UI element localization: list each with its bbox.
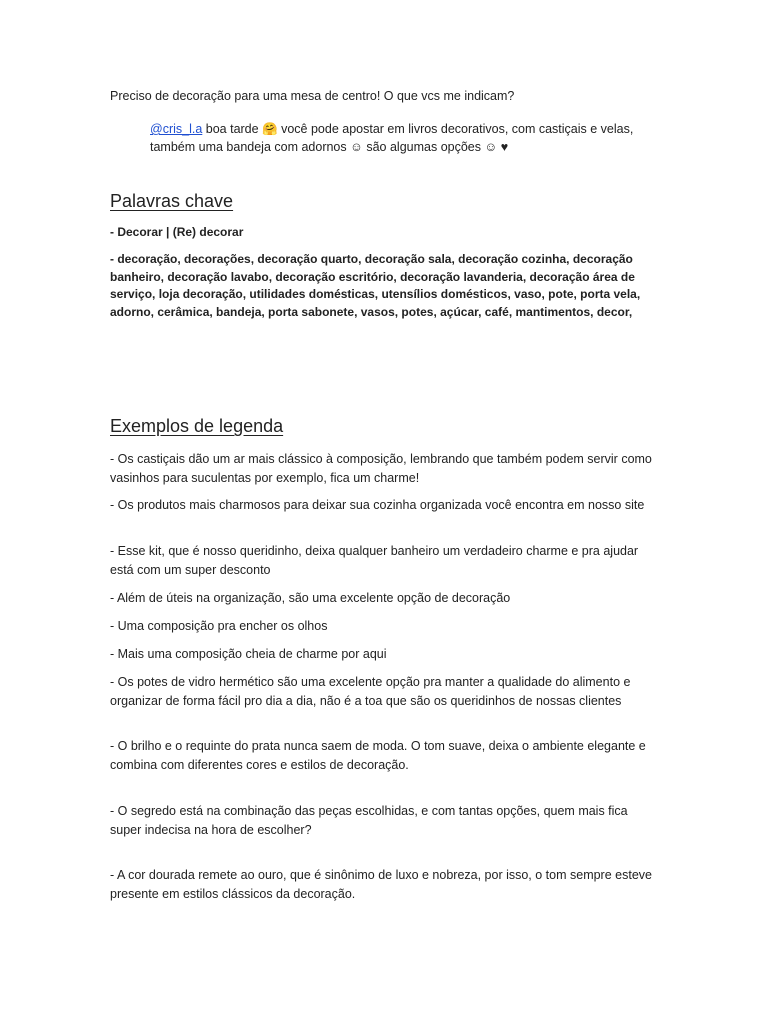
caption-item: - Além de úteis na organização, são uma excelente opção de decoração (110, 591, 511, 605)
reply-text: boa tarde 🤗 você pode apostar em livros decorativos, com castiçais e velas, também uma bandeja com adornos ☺ são algumas opções ☺ ♥ (150, 122, 634, 154)
caption-item: - A cor dourada remete ao ouro, que é sinônimo de luxo e nobreza, por isso, o tom sempre esteve presente em estilos clássicos da decoração. (110, 868, 652, 901)
keywords-subtitle: - Decorar | (Re) decorar (110, 225, 244, 239)
caption-item: - Os produtos mais charmosos para deixar sua cozinha organizada você encontra em nosso site (110, 498, 645, 512)
user-mention-link[interactable]: @cris_l.a (150, 122, 203, 136)
caption-item: - O brilho e o requinte do prata nunca saem de moda. O tom suave, deixa o ambiente elegante e combina com diferentes cores e estilos de decoração. (110, 739, 646, 772)
caption-item: - Os potes de vidro hermético são uma excelente opção pra manter a qualidade do alimento e organizar de forma fácil pro dia a dia, não é a toa que são os queridinhos de nossas clientes (110, 675, 631, 708)
caption-item: - Os castiçais dão um ar mais clássico à composição, lembrando que também podem servir como vasinhos para suculentas por exemplo, fica um charme! (110, 452, 652, 485)
caption-item: - O segredo está na combinação das peças escolhidas, e com tantas opções, quem mais fica super indecisa na hora de escolher? (110, 804, 628, 837)
caption-item: - Esse kit, que é nosso queridinho, deixa qualquer banheiro um verdadeiro charme e pra ajudar está com um super desconto (110, 544, 639, 577)
keywords-list: - decoração, decorações, decoração quarto, decoração sala, decoração cozinha, decoração banheiro, decoração lavabo, decoração escritório, decoração lavanderia, decoração área de serviço, loja decoração, utilidades domésticas, utensílios domésticos, vaso, pote, porta vela, adorno, cerâmica, bandeja, porta sabonete, vasos, potes, açúcar, café, mantimentos, decor, (110, 252, 641, 319)
caption-item: - Uma composição pra encher os olhos (110, 619, 328, 633)
question-text: Preciso de decoração para uma mesa de centro! O que vcs me indicam? (110, 89, 515, 103)
caption-item: - Mais uma composição cheia de charme por aqui (110, 647, 387, 661)
keywords-heading: Palavras chave (110, 191, 234, 211)
reply-comment (150, 120, 670, 156)
captions-heading: Exemplos de legenda (110, 416, 284, 436)
